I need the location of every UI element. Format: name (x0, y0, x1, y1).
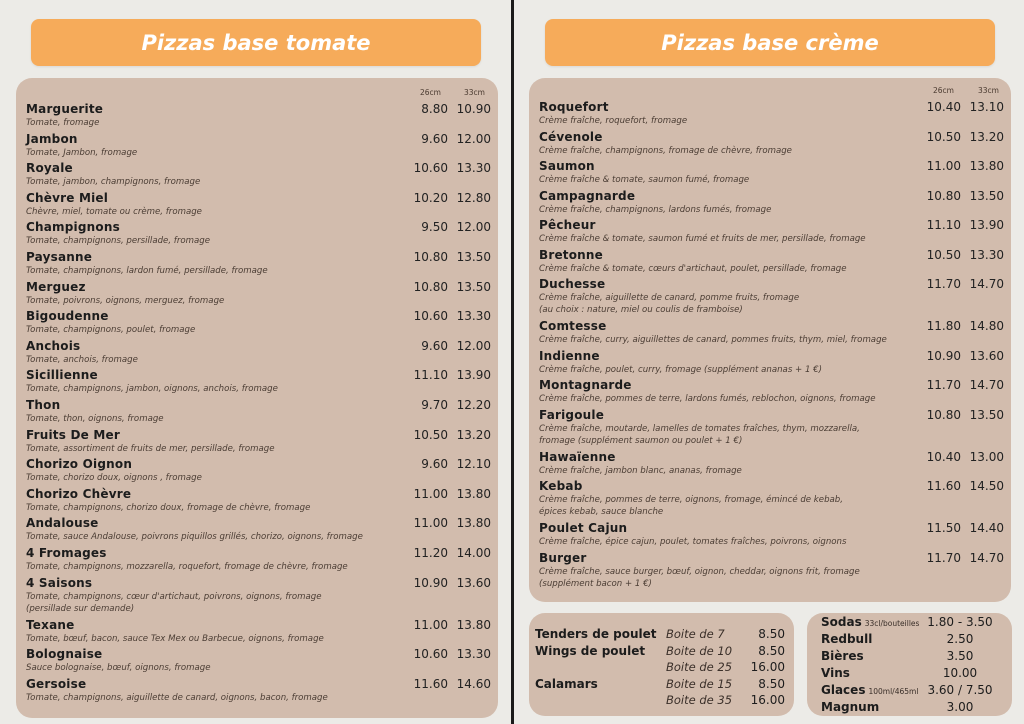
pizza-description-note: fromage (supplément saumon ou poulet + 1 €) (539, 435, 743, 446)
pizza-name: Jambon (26, 131, 78, 146)
pizza-description: Crème fraîche, curry, aiguillettes de canard, pommes fruits, thym, miel, fromage (539, 335, 887, 345)
pizza-name: Thon (26, 398, 61, 412)
product-price: 16.00 (750, 693, 785, 707)
price-26cm: 9.70 (421, 398, 448, 412)
drink-name: Redbull (821, 632, 873, 646)
product-price: 16.00 (750, 660, 785, 674)
pizza-description: Crème fraîche, pommes de terre, lardons fumés, reblochon, oignons, fromage (539, 394, 876, 404)
pizza-name: 4 Saisons (26, 575, 93, 590)
drink-price: 10.00 (942, 666, 978, 680)
price-33cm: 13.30 (969, 247, 1004, 262)
price-26cm: 11.10 (413, 368, 448, 383)
pizza-name: Marguerite (26, 102, 104, 116)
pizza-name: Bigoudenne (26, 309, 109, 324)
price-33cm: 14.70 (969, 277, 1004, 291)
pizza-description: Crème fraîche, poulet, curry, fromage (supplément ananas + 1 €) (539, 364, 822, 375)
price-26cm: 9.60 (421, 131, 448, 146)
price-26cm: 10.60 (413, 161, 448, 176)
pizza-name: Anchois (26, 338, 81, 353)
menu-item (539, 248, 1005, 275)
drink-price: 1.80 - 3.50 (927, 615, 993, 629)
menu-item (539, 277, 1005, 316)
menu-item (539, 479, 1005, 518)
pizza-description: Tomate, champignons, mozzarella, roquefort, fromage de chèvre, fromage (26, 562, 348, 572)
pizza-name: Comtesse (539, 319, 607, 333)
drink-row (821, 649, 1006, 666)
pizza-description: Crème fraîche, champignons, fromage de chèvre, fromage (539, 145, 792, 156)
price-33cm: 13.60 (969, 348, 1004, 363)
pizza-description: Crème fraîche, moutarde, lamelles de tomates fraîches, thym, mozzarella, (539, 423, 860, 434)
pizza-name: Fruits De Mer (26, 427, 120, 442)
price-33cm: 14.70 (969, 378, 1004, 392)
price-33cm: 12.00 (456, 131, 491, 146)
menu-item (539, 130, 1005, 157)
pizza-description: Crème fraîche & tomate, saumon fumé et fruits de mer, persillade, fromage (539, 234, 866, 244)
price-26cm: 10.50 (413, 427, 448, 442)
pizza-description: Tomate, champignons, cœur d'artichaut, poivrons, oignons, fromage (26, 591, 322, 602)
menu-item (539, 218, 1005, 245)
price-26cm: 11.10 (926, 218, 961, 232)
product-price: 8.50 (758, 677, 785, 691)
price-26cm: 9.60 (421, 457, 448, 472)
pizza-name: Montagnarde (539, 378, 632, 392)
drink-name: Sodas 33cl/bouteilles (821, 615, 920, 629)
pizza-name: Chorizo Oignon (26, 457, 133, 472)
pizza-description: Tomate, champignons, lardon fumé, persillade, fromage (26, 266, 268, 276)
menu-item (539, 349, 1005, 376)
menu-item (26, 647, 492, 674)
price-26cm: 10.90 (413, 575, 448, 590)
pizza-description: Crème fraîche & tomate, cœurs d'artichaut, poulet, persillade, fromage (539, 263, 847, 274)
menu-item (26, 309, 492, 336)
price-33cm: 13.50 (969, 188, 1004, 203)
drink-row (821, 615, 1006, 632)
price-26cm: 11.00 (413, 516, 448, 531)
pizza-description: Tomate, Jambon, fromage (26, 147, 138, 158)
pizza-description: Tomate, sauce Andalouse, poivrons piquillos grillés, chorizo, oignons, fromage (26, 532, 363, 543)
price-33cm: 13.00 (969, 449, 1004, 464)
pizza-description: Tomate, fromage (26, 118, 100, 128)
pizza-name: Bretonne (539, 247, 604, 262)
product-name: Calamars (535, 677, 598, 691)
price-33cm: 13.90 (456, 368, 491, 383)
size-33-header: 33cm (978, 86, 999, 95)
pizza-name: Cévenole (539, 129, 603, 144)
price-26cm: 9.50 (421, 220, 448, 235)
pizza-name: Campagnarde (539, 188, 636, 203)
menu-item (26, 546, 492, 573)
menu-item (26, 618, 492, 645)
price-33cm: 14.00 (456, 546, 491, 560)
drink-row (821, 632, 1006, 649)
price-26cm: 11.00 (926, 159, 961, 173)
menu-item (26, 677, 492, 704)
pizza-name: Roquefort (539, 100, 609, 114)
pizza-description: Crème fraîche, épice cajun, poulet, tomates fraîches, poivrons, oignons (539, 537, 847, 547)
menu-item (26, 132, 492, 159)
pizza-name: Chorizo Chèvre (26, 486, 132, 501)
price-33cm: 14.80 (969, 319, 1004, 333)
pizza-description: Crème fraîche, sauce burger, bœuf, oignon, cheddar, oignons frit, fromage (539, 566, 860, 577)
drink-name: Magnum (821, 700, 880, 714)
menu-item (26, 191, 492, 218)
price-26cm: 11.70 (926, 550, 961, 565)
drink-row (821, 666, 1006, 683)
pizza-description: Tomate, bœuf, bacon, sauce Tex Mex ou Barbecue, oignons, fromage (26, 633, 324, 644)
pizza-description-note: épices kebab, sauce blanche (539, 507, 664, 517)
price-26cm: 10.50 (926, 129, 961, 144)
drink-name: Bières (821, 649, 864, 663)
box-size: Boite de 25 (666, 660, 733, 674)
pizza-description: Crème fraîche, pommes de terre, oignons, fromage, émincé de kebab, (539, 495, 843, 505)
price-33cm: 13.50 (456, 250, 491, 264)
drink-price: 3.50 (946, 649, 974, 663)
drink-size-note: 33cl/bouteilles (864, 619, 920, 628)
pizza-description: Crème fraîche, jambon blanc, ananas, fromage (539, 465, 742, 476)
pizza-name: Bolognaise (26, 647, 103, 662)
box-size: Boite de 15 (666, 677, 733, 691)
menu-item (26, 102, 492, 129)
pizza-description: Tomate, assortiment de fruits de mer, persillade, fromage (26, 443, 275, 454)
menu-item (539, 521, 1005, 548)
pizza-description: Tomate, champignons, jambon, oignons, anchois, fromage (26, 384, 278, 395)
menu-item (26, 457, 492, 484)
price-33cm: 14.40 (969, 521, 1004, 535)
pizza-description-note: (supplément bacon + 1 €) (539, 578, 652, 589)
price-33cm: 12.10 (456, 457, 491, 472)
price-33cm: 13.50 (969, 407, 1004, 422)
price-26cm: 11.70 (926, 277, 961, 291)
pizza-description: Tomate, champignons, poulet, fromage (26, 325, 196, 336)
menu-item (26, 516, 492, 543)
drink-size-note: 100ml/465ml (868, 687, 919, 696)
menu-item (539, 159, 1005, 186)
price-33cm: 13.30 (456, 309, 491, 324)
pizza-description-note: (persillade sur demande) (26, 603, 135, 614)
pizza-name: Farigoule (539, 407, 605, 422)
pizza-description: Tomate, thon, oignons, fromage (26, 414, 164, 424)
drink-row (821, 700, 1006, 717)
tomato-pizza-title: Pizzas base tomate (31, 19, 481, 66)
price-26cm: 10.20 (413, 190, 448, 205)
product-price: 8.50 (758, 627, 785, 641)
product-price: 8.50 (758, 644, 785, 658)
size-26-header: 26cm (933, 86, 954, 95)
price-33cm: 13.80 (456, 516, 491, 531)
pizza-description: Chèvre, miel, tomate ou crème, fromage (26, 206, 202, 217)
tenders-row (535, 644, 787, 660)
tenders-panel (529, 613, 794, 716)
price-26cm: 10.80 (413, 250, 448, 264)
menu-item (539, 319, 1005, 346)
product-name: Tenders de poulet (535, 627, 657, 641)
price-26cm: 11.70 (926, 378, 961, 392)
menu-item (539, 100, 1005, 127)
price-33cm: 13.20 (969, 129, 1004, 144)
pizza-name: Poulet Cajun (539, 521, 628, 535)
price-33cm: 12.00 (456, 338, 491, 353)
menu-item (539, 189, 1005, 216)
pizza-name: Champignons (26, 220, 120, 235)
price-33cm: 13.80 (456, 486, 491, 501)
tenders-row (535, 693, 787, 709)
pizza-description: Crème fraîche, roquefort, fromage (539, 116, 688, 126)
tenders-row (535, 627, 787, 643)
box-size: Boite de 7 (666, 627, 725, 641)
price-26cm: 9.60 (421, 338, 448, 353)
drink-name: Vins (821, 666, 850, 680)
pizza-name: Chèvre Miel (26, 190, 109, 205)
price-33cm: 13.80 (969, 159, 1004, 173)
price-26cm: 10.90 (926, 348, 961, 363)
price-33cm: 12.80 (456, 190, 491, 205)
pizza-description: Tomate, champignons, persillade, fromage (26, 236, 210, 247)
price-33cm: 13.10 (969, 100, 1004, 114)
size-33-header: 33cm (464, 88, 485, 97)
pizza-name: Royale (26, 161, 73, 176)
price-33cm: 14.70 (969, 550, 1004, 565)
pizza-description: Sauce bolognaise, bœuf, oignons, fromage (26, 663, 211, 674)
pizza-name: Indienne (539, 348, 600, 363)
price-33cm: 13.20 (456, 427, 491, 442)
pizza-description: Tomate, anchois, fromage (26, 354, 138, 365)
pizza-name: 4 Fromages (26, 546, 107, 560)
price-26cm: 11.50 (926, 521, 961, 535)
cream-pizza-title: Pizzas base crème (545, 19, 995, 66)
pizza-description-note: (au choix : nature, miel ou coulis de framboise) (539, 305, 743, 315)
pizza-description: Tomate, poivrons, oignons, merguez, fromage (26, 295, 225, 306)
pizza-name: Sicillienne (26, 368, 98, 383)
price-26cm: 11.60 (926, 479, 961, 493)
menu-item (26, 161, 492, 188)
tenders-row (535, 660, 787, 676)
pizza-description: Tomate, jambon, champignons, fromage (26, 177, 201, 188)
price-26cm: 11.00 (413, 617, 448, 632)
pizza-description: Crème fraîche, champignons, lardons fumés, fromage (539, 204, 772, 215)
pizza-name: Andalouse (26, 516, 99, 531)
menu-item (26, 576, 492, 615)
price-26cm: 10.40 (926, 449, 961, 464)
box-size: Boite de 35 (666, 693, 733, 707)
price-33cm: 14.60 (456, 676, 491, 691)
price-33cm: 12.00 (456, 220, 491, 235)
price-26cm: 8.80 (421, 102, 448, 116)
price-26cm: 10.80 (926, 188, 961, 203)
price-33cm: 13.30 (456, 161, 491, 176)
cream-pizza-panel (529, 78, 1011, 602)
price-33cm: 13.50 (456, 279, 491, 294)
price-26cm: 10.40 (926, 100, 961, 114)
menu-item (26, 339, 492, 366)
menu-item (26, 487, 492, 514)
menu-item (539, 378, 1005, 405)
size-26-header: 26cm (420, 88, 441, 97)
pizza-description: Crème fraîche, aiguillette de canard, pomme fruits, fromage (539, 293, 800, 303)
center-divider (511, 0, 514, 724)
price-26cm: 10.80 (926, 407, 961, 422)
menu-item (26, 250, 492, 277)
price-33cm: 13.30 (456, 647, 491, 662)
drink-row (821, 683, 1006, 700)
pizza-name: Kebab (539, 479, 583, 493)
price-26cm: 11.00 (413, 486, 448, 501)
drink-price: 3.60 / 7.50 (927, 683, 993, 697)
price-33cm: 13.90 (969, 218, 1004, 232)
pizza-description: Tomate, chorizo doux, oignons , fromage (26, 473, 202, 484)
menu-item (26, 398, 492, 425)
tenders-row (535, 677, 787, 693)
pizza-description: Tomate, champignons, chorizo doux, fromage de chèvre, fromage (26, 502, 311, 513)
price-26cm: 11.80 (926, 319, 961, 333)
tomato-pizza-panel (16, 78, 498, 718)
menu-item (539, 551, 1005, 590)
price-33cm: 12.20 (456, 398, 491, 412)
pizza-name: Texane (26, 617, 75, 632)
menu-item (26, 428, 492, 455)
price-33cm: 10.90 (456, 102, 491, 116)
pizza-name: Paysanne (26, 250, 93, 264)
box-size: Boite de 10 (666, 644, 733, 658)
pizza-name: Gersoise (26, 676, 87, 691)
price-26cm: 11.60 (413, 676, 448, 691)
drinks-panel (807, 613, 1012, 716)
menu-item (539, 408, 1005, 447)
menu-item (539, 450, 1005, 477)
pizza-description: Crème fraîche & tomate, saumon fumé, fromage (539, 175, 750, 185)
price-26cm: 10.60 (413, 309, 448, 324)
price-33cm: 13.80 (456, 617, 491, 632)
pizza-description: Tomate, champignons, aiguillette de canard, oignons, bacon, fromage (26, 692, 328, 703)
product-name: Wings de poulet (535, 644, 646, 658)
pizza-name: Saumon (539, 159, 595, 173)
menu-item (26, 220, 492, 247)
price-26cm: 11.20 (413, 546, 448, 560)
pizza-name: Pêcheur (539, 218, 596, 232)
drink-price: 2.50 (946, 632, 974, 646)
price-26cm: 10.60 (413, 647, 448, 662)
menu-item (26, 280, 492, 307)
drink-name: Glaces 100ml/465ml (821, 683, 919, 697)
pizza-name: Merguez (26, 279, 86, 294)
price-33cm: 13.60 (456, 575, 491, 590)
drink-price: 3.00 (946, 700, 974, 714)
pizza-name: Hawaïenne (539, 449, 616, 464)
price-26cm: 10.80 (413, 279, 448, 294)
pizza-name: Duchesse (539, 277, 606, 291)
menu-item (26, 368, 492, 395)
price-26cm: 10.50 (926, 247, 961, 262)
pizza-name: Burger (539, 550, 587, 565)
price-33cm: 14.50 (969, 479, 1004, 493)
